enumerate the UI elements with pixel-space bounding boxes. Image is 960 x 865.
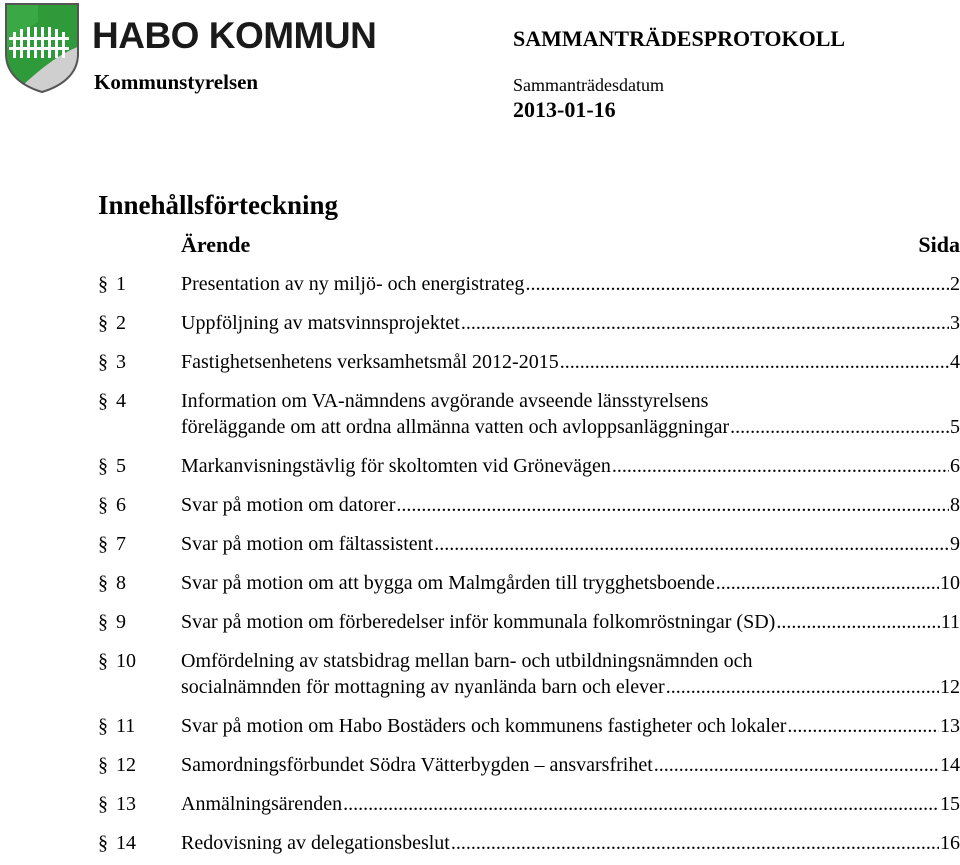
toc-item-number: 8 bbox=[116, 572, 126, 594]
section-mark: § bbox=[98, 533, 108, 555]
section-mark: § bbox=[98, 754, 108, 776]
toc-item-line bbox=[181, 674, 960, 700]
toc-item-number: 6 bbox=[116, 494, 126, 516]
toc-item-title: Redovisning av delegationsbeslut bbox=[181, 832, 450, 854]
dot-leader bbox=[451, 830, 939, 856]
toc-item-entry bbox=[181, 349, 960, 375]
toc-item-number: 11 bbox=[116, 715, 136, 737]
section-mark: § bbox=[98, 793, 108, 815]
dot-leader bbox=[434, 531, 949, 557]
toc-item-entry bbox=[181, 570, 960, 596]
toc-item-line bbox=[181, 791, 960, 817]
toc-list bbox=[0, 267, 960, 865]
toc-item-page: 15 bbox=[940, 793, 960, 815]
toc-item-page: 4 bbox=[950, 351, 960, 373]
toc-item-line bbox=[181, 349, 960, 375]
toc-item-page: 9 bbox=[950, 533, 960, 555]
section-mark: § bbox=[98, 650, 108, 672]
toc-item-entry bbox=[181, 531, 960, 557]
org-name: Kommunstyrelsen bbox=[94, 70, 259, 94]
toc-item-line bbox=[181, 453, 960, 479]
toc-item-line bbox=[181, 388, 960, 414]
section-mark: § bbox=[98, 611, 108, 633]
dot-leader bbox=[666, 674, 939, 700]
toc-item-entry bbox=[181, 648, 960, 700]
section-mark: § bbox=[98, 715, 108, 737]
toc-item-line bbox=[181, 570, 960, 596]
toc-item-number: 3 bbox=[116, 351, 126, 373]
toc-title: Innehållsförteckning bbox=[98, 190, 339, 220]
dot-leader bbox=[787, 713, 939, 739]
toc-item-title: Presentation av ny miljö- och energistrateg bbox=[181, 273, 525, 295]
toc-item-number: 2 bbox=[116, 312, 126, 334]
meeting-date-label: Sammanträdesdatum bbox=[513, 75, 664, 95]
toc-item-page: 5 bbox=[950, 416, 960, 438]
toc-item-line bbox=[181, 531, 960, 557]
document-type: SAMMANTRÄDESPROTOKOLL bbox=[513, 26, 846, 51]
toc-item-number: 14 bbox=[116, 832, 136, 854]
toc-item-title: socialnämnden för mottagning av nyanlända barn och elever bbox=[181, 676, 665, 698]
toc-item-title: Svar på motion om fältassistent bbox=[181, 533, 434, 555]
toc-item[interactable] bbox=[0, 488, 960, 527]
dot-leader bbox=[612, 453, 949, 479]
toc-item-title: Omfördelning av statsbidrag mellan barn- och utbildningsnämnden och bbox=[181, 650, 753, 672]
toc-item-page: 12 bbox=[940, 676, 960, 698]
toc-item-line bbox=[181, 648, 960, 674]
toc-item-number: 10 bbox=[116, 650, 136, 672]
toc-column-sida: Sida bbox=[918, 232, 960, 257]
toc-item[interactable] bbox=[0, 527, 960, 566]
toc-item[interactable] bbox=[0, 345, 960, 384]
toc-item-page: 13 bbox=[940, 715, 960, 737]
toc-item-line bbox=[181, 414, 960, 440]
toc-item-title: Markanvisningstävlig för skoltomten vid Grönevägen bbox=[181, 455, 611, 477]
toc-item-number: 13 bbox=[116, 793, 136, 815]
toc-item-line bbox=[181, 609, 960, 635]
toc-item-line bbox=[181, 713, 960, 739]
dot-leader bbox=[654, 752, 939, 778]
toc-item-page: 3 bbox=[950, 312, 960, 334]
toc-item[interactable] bbox=[0, 605, 960, 644]
toc-item-number: 4 bbox=[116, 390, 126, 412]
toc-item[interactable] bbox=[0, 449, 960, 488]
toc-item-page: 14 bbox=[940, 754, 960, 776]
dot-leader bbox=[716, 570, 939, 596]
toc-item-title: Svar på motion om att bygga om Malmgården till trygghetsboende bbox=[181, 572, 715, 594]
meeting-date: 2013-01-16 bbox=[513, 97, 616, 122]
toc-item-entry bbox=[181, 609, 960, 635]
toc-item-number: 5 bbox=[116, 455, 126, 477]
toc-item-title: Svar på motion om datorer bbox=[181, 494, 396, 516]
toc-item-title: Svar på motion om förberedelser inför kommunala folkomröstningar (SD) bbox=[181, 611, 776, 633]
dot-leader bbox=[343, 791, 939, 817]
toc-item-entry bbox=[181, 492, 960, 518]
logo-wordmark: HABO KOMMUN bbox=[92, 15, 377, 56]
toc-item-entry bbox=[181, 830, 960, 856]
section-mark: § bbox=[98, 494, 108, 516]
dot-leader bbox=[730, 414, 949, 440]
toc-item-line bbox=[181, 752, 960, 778]
toc-item-entry bbox=[181, 453, 960, 479]
toc-item-number: 7 bbox=[116, 533, 126, 555]
toc-item-title: Svar på motion om Habo Bostäders och kommunens fastigheter och lokaler bbox=[181, 715, 787, 737]
toc-item[interactable] bbox=[0, 384, 960, 449]
dot-leader bbox=[560, 349, 949, 375]
dot-leader bbox=[525, 271, 949, 297]
toc-item-title: Information om VA-nämndens avgörande avseende länsstyrelsens bbox=[181, 390, 709, 412]
toc-item[interactable] bbox=[0, 306, 960, 345]
toc-item[interactable] bbox=[0, 267, 960, 306]
toc-item-title: Samordningsförbundet Södra Vätterbygden – ansvarsfrihet bbox=[181, 754, 653, 776]
toc-item-page: 6 bbox=[950, 455, 960, 477]
toc-item-title: Uppföljning av matsvinnsprojektet bbox=[181, 312, 460, 334]
toc-item-entry bbox=[181, 752, 960, 778]
toc-item-title: föreläggande om att ordna allmänna vatten och avloppsanläggningar bbox=[181, 416, 730, 438]
toc-item[interactable] bbox=[0, 709, 960, 748]
toc-item-title: Fastighetsenhetens verksamhetsmål 2012-2015 bbox=[181, 351, 559, 373]
toc-item-entry bbox=[181, 310, 960, 336]
toc-item-line bbox=[181, 830, 960, 856]
toc-item-line bbox=[181, 271, 960, 297]
section-mark: § bbox=[98, 572, 108, 594]
dot-leader bbox=[776, 609, 939, 635]
toc-item[interactable] bbox=[0, 748, 960, 787]
toc-item[interactable] bbox=[0, 566, 960, 605]
toc-item-number: 1 bbox=[116, 273, 126, 295]
toc-item-number: 12 bbox=[116, 754, 136, 776]
toc-item-page: 10 bbox=[940, 572, 960, 594]
toc-item-line bbox=[181, 310, 960, 336]
toc-item-page: 11 bbox=[940, 611, 960, 633]
section-mark: § bbox=[98, 312, 108, 334]
dot-leader bbox=[396, 492, 949, 518]
toc-item-number: 9 bbox=[116, 611, 126, 633]
section-mark: § bbox=[98, 351, 108, 373]
toc-item-line bbox=[181, 492, 960, 518]
section-mark: § bbox=[98, 455, 108, 477]
toc-item[interactable] bbox=[0, 644, 960, 709]
toc-item-page: 16 bbox=[940, 832, 960, 854]
toc-item[interactable] bbox=[0, 787, 960, 826]
habo-kommun-shield-logo bbox=[4, 2, 80, 94]
toc-column-arende: Ärende bbox=[181, 232, 251, 257]
toc-item-entry bbox=[181, 713, 960, 739]
section-mark: § bbox=[98, 273, 108, 295]
section-mark: § bbox=[98, 832, 108, 854]
toc-item-page: 8 bbox=[950, 494, 960, 516]
toc-item-title: Anmälningsärenden bbox=[181, 793, 343, 815]
toc-item-entry bbox=[181, 271, 960, 297]
toc-item-page: 2 bbox=[950, 273, 960, 295]
toc-item-entry bbox=[181, 388, 960, 440]
dot-leader bbox=[461, 310, 949, 336]
toc-item-entry bbox=[181, 791, 960, 817]
section-mark: § bbox=[98, 390, 108, 412]
